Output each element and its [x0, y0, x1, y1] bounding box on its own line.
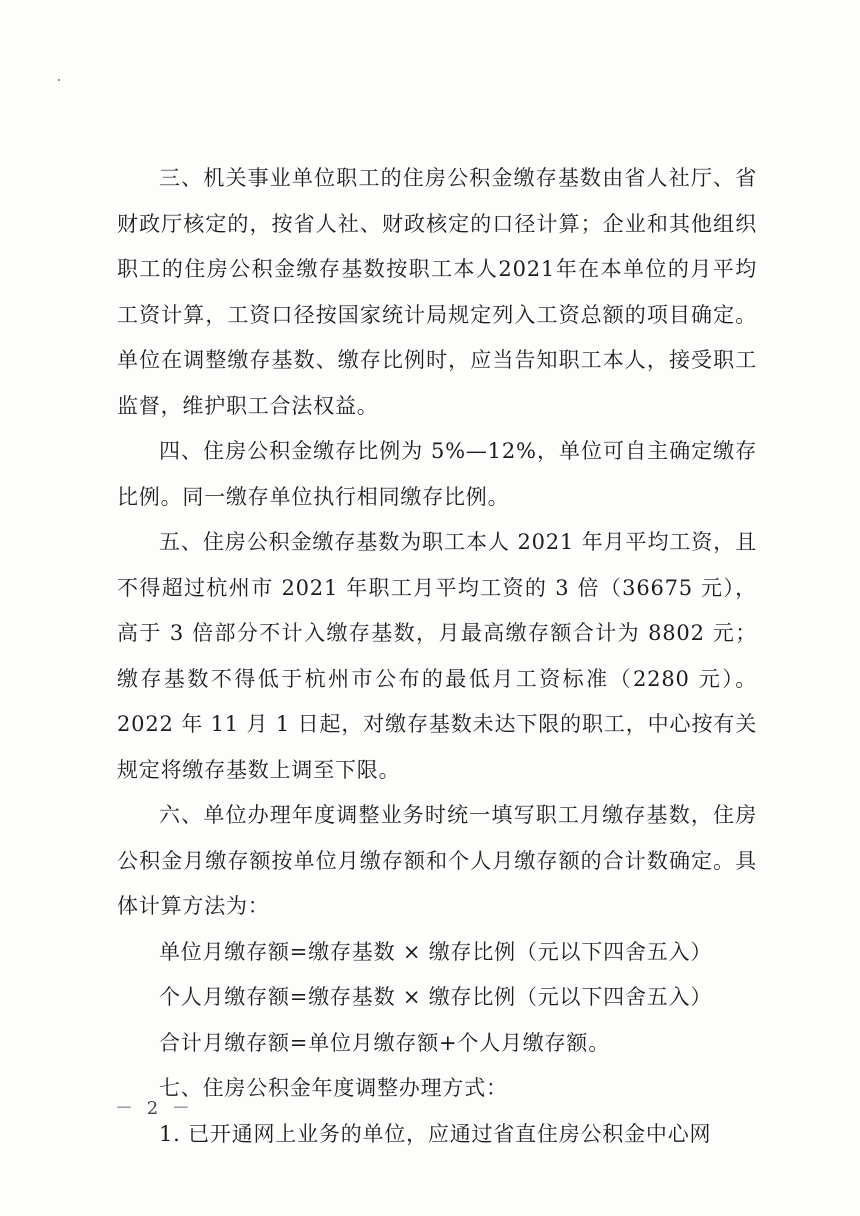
paragraph-section-three: 三、机关事业单位职工的住房公积金缴存基数由省人社厅、省财政厅核定的，按省人社、财政核定的口径计算；企业和其他组织职工的住房公积金缴存基数按职工本人2021年在本单位的月平均工资计算，工资口径按国家统计局规定列入工资总额的项目确定。单位在调整缴存基数、缴存比例时，应当告知职工本人，接受职工监督，维护职工合法权益。: [117, 166, 757, 418]
paragraph-section-five: 五、住房公积金缴存基数为职工本人 2021 年月平均工资，且不得超过杭州市 2021 年职工月平均工资的 3 倍（36675 元），高于 3 倍部分不计入缴存基数，月最高缴存额合计为 8802 元；缴存基数不得低于杭州市公布的最低月工资标准（2280 元）。2022 年 11 月 1 日起，对缴存基数未达下限的职工，中心按有关规定将缴存基数上调至下限。: [117, 530, 757, 782]
formula-total-contribution: 合计月缴存额=单位月缴存额+个人月缴存额。: [159, 1030, 610, 1055]
formula-personal-contribution: 个人月缴存额=缴存基数 × 缴存比例（元以下四舍五入）: [159, 985, 713, 1009]
scan-speck: [58, 79, 60, 81]
paragraph-section-four: 四、住房公积金缴存比例为 5%—12%，单位可自主确定缴存比例。同一缴存单位执行相同缴存比例。: [117, 439, 757, 509]
formula-unit-contribution: 单位月缴存额=缴存基数 × 缴存比例（元以下四舍五入）: [159, 939, 713, 964]
paragraph-section-six: 六、单位办理年度调整业务时统一填写职工月缴存基数，住房公积金月缴存额按单位月缴存额和个人月缴存额的合计数确定。具体计算方法为：: [117, 803, 757, 918]
paragraph-item-one: 1. 已开通网上业务的单位，应通过省直住房公积金中心网: [159, 1121, 712, 1146]
document-body: [117, 156, 757, 1157]
paragraph-section-seven: 七、住房公积金年度调整办理方式：: [159, 1076, 508, 1100]
page-number: － 2 －: [115, 1098, 194, 1119]
